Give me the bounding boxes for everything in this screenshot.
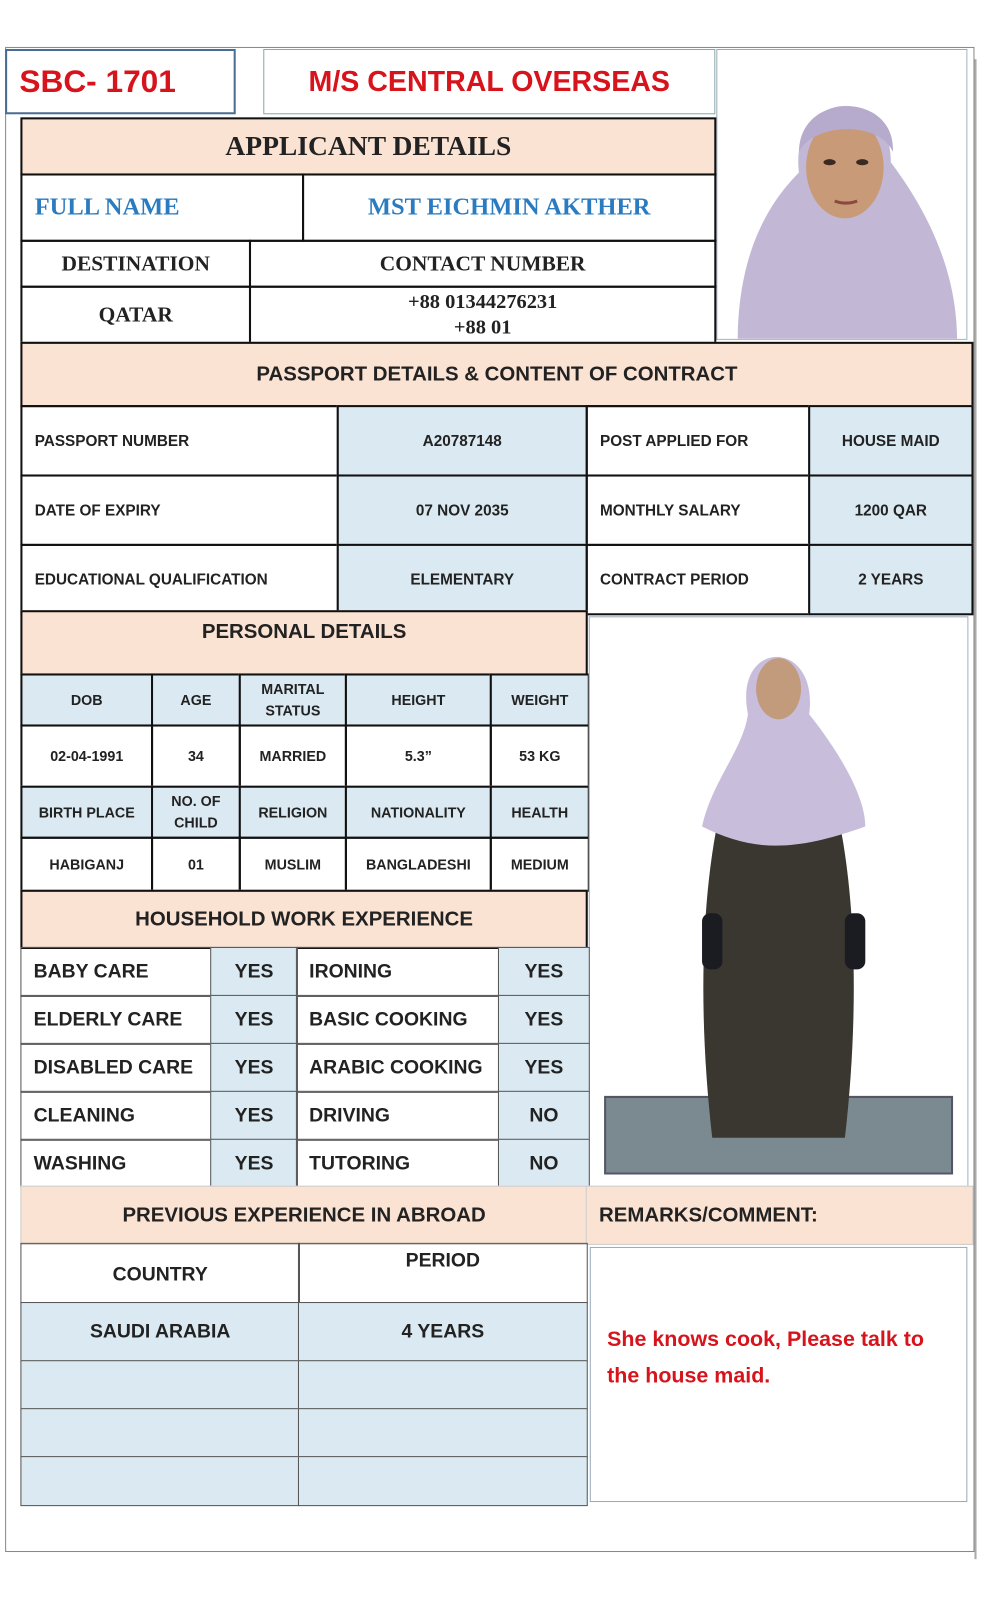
household-task-label: IRONING [296,947,500,997]
personal-value: 02-04-1991 [20,724,153,787]
abroad-period-cell [298,1408,588,1458]
household-task-value: YES [498,995,590,1045]
household-task-value: YES [210,1139,298,1189]
household-task-value: YES [210,1043,298,1093]
personal-column-header: NO. OF CHILD [151,786,241,839]
reference-code: SBC- 1701 [5,49,236,114]
personal-details-heading: PERSONAL DETAILS [20,610,587,675]
page-edge-strip [974,59,996,1559]
personal-value: 5.3” [345,724,492,787]
destination-value: QATAR [20,286,251,344]
household-task-value: YES [210,1091,298,1141]
remarks-box [590,1247,968,1502]
passport-field-label: PASSPORT NUMBER [20,405,338,476]
contract-field-label: POST APPLIED FOR [586,405,810,476]
household-task-value: YES [498,1043,590,1093]
personal-column-header: DOB [20,673,153,726]
abroad-period-cell [298,1360,588,1410]
abroad-period-cell [298,1456,588,1506]
contract-field-value: 1200 QAR [808,474,973,545]
applicant-full-body-photo [589,616,969,1187]
passport-field-value: 07 NOV 2035 [337,474,588,545]
household-task-value: YES [210,947,298,997]
applicant-portrait-photo [716,49,967,340]
destination-label: DESTINATION [20,240,251,288]
applicant-details-heading: APPLICANT DETAILS [20,117,716,175]
household-task-label: CLEANING [20,1091,212,1141]
household-task-label: WASHING [20,1139,212,1189]
contract-field-label: MONTHLY SALARY [586,474,810,545]
previous-experience-heading: PREVIOUS EXPERIENCE IN ABROAD [20,1186,587,1245]
personal-value: MEDIUM [490,837,590,892]
household-task-value: YES [498,947,590,997]
period-column-header: PERIOD [298,1243,588,1304]
contact-number-2: +88 01 [453,315,512,339]
personal-column-header: BIRTH PLACE [20,786,153,839]
full-name-label: FULL NAME [20,173,304,241]
full-name-value: MST EICHMIN AKTHER [302,173,716,241]
household-task-label: ELDERLY CARE [20,995,212,1045]
personal-column-header: HEIGHT [345,673,492,726]
household-task-value: NO [498,1091,590,1141]
personal-value: BANGLADESHI [345,837,492,892]
passport-details-heading: PASSPORT DETAILS & CONTENT OF CONTRACT [20,342,973,407]
household-task-label: BASIC COOKING [296,995,500,1045]
passport-field-value: A20787148 [337,405,588,476]
abroad-country-cell: SAUDI ARABIA [20,1302,300,1362]
contract-field-label: CONTRACT PERIOD [586,544,810,615]
abroad-country-cell [20,1456,300,1506]
household-experience-heading: HOUSEHOLD WORK EXPERIENCE [20,890,587,949]
abroad-period-cell: 4 YEARS [298,1302,588,1362]
household-task-label: ARABIC COOKING [296,1043,500,1093]
personal-value: MUSLIM [239,837,347,892]
household-task-label: BABY CARE [20,947,212,997]
personal-value: MARRIED [239,724,347,787]
agency-name: M/S CENTRAL OVERSEAS [263,49,715,114]
remarks-text: She knows cook, Please talk to the house maid. [607,1327,924,1388]
personal-column-header: WEIGHT [490,673,590,726]
personal-value: HABIGANJ [20,837,153,892]
household-task-label: TUTORING [296,1139,500,1189]
abroad-country-cell [20,1408,300,1458]
contact-number-value [249,286,716,344]
personal-value: 34 [151,724,241,787]
household-task-value: NO [498,1139,590,1189]
personal-column-header: AGE [151,673,241,726]
passport-field-value: ELEMENTARY [337,544,588,615]
remarks-heading: REMARKS/COMMENT: [586,1186,974,1245]
personal-value: 01 [151,837,241,892]
household-task-label: DISABLED CARE [20,1043,212,1093]
passport-field-label: DATE OF EXPIRY [20,474,338,545]
personal-column-header: RELIGION [239,786,347,839]
personal-value: 53 KG [490,724,590,787]
household-task-value: YES [210,995,298,1045]
personal-column-header: MARITAL STATUS [239,673,347,726]
personal-column-header: HEALTH [490,786,590,839]
household-task-label: DRIVING [296,1091,500,1141]
contact-number-label: CONTACT NUMBER [249,240,716,288]
personal-column-header: NATIONALITY [345,786,492,839]
contract-field-value: 2 YEARS [808,544,973,615]
country-column-header: COUNTRY [20,1243,300,1304]
contract-field-value: HOUSE MAID [808,405,973,476]
contact-number-1: +88 01344276231 [407,290,558,313]
abroad-country-cell [20,1360,300,1410]
passport-field-label: EDUCATIONAL QUALIFICATION [20,544,338,615]
